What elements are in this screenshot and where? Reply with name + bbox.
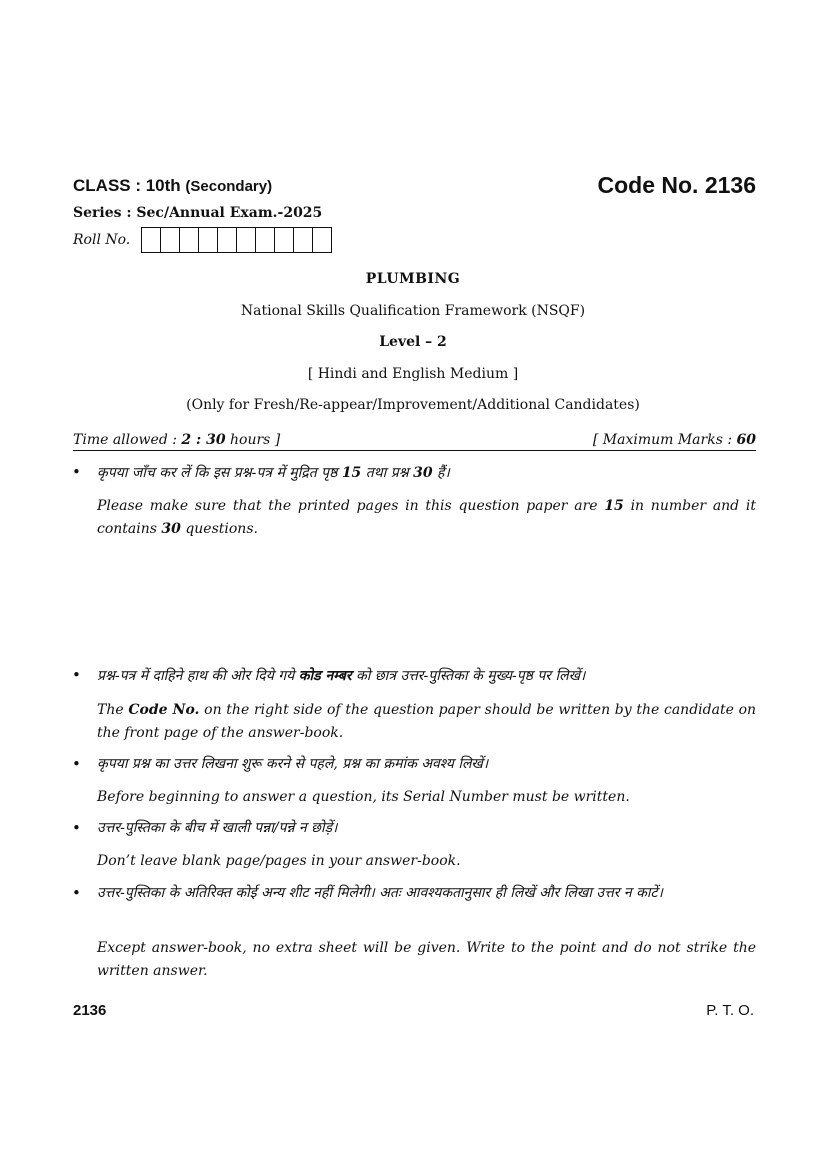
time-allowed: Time allowed : 2 : 30 hours ]	[73, 432, 281, 448]
roll-digit-box[interactable]	[313, 228, 331, 252]
roll-digit-box[interactable]	[161, 228, 180, 252]
footer-code: 2136	[73, 1002, 107, 1019]
level-title: Level – 2	[379, 334, 447, 350]
series-label: Series : Sec/Annual Exam.-2025	[73, 205, 323, 221]
instruction-5-english: Except answer-book, no extra sheet will be given. Write to the point and do not strike the written answer.	[97, 940, 756, 979]
roll-digit-box[interactable]	[142, 228, 161, 252]
roll-number-boxes[interactable]	[141, 227, 332, 253]
roll-digit-box[interactable]	[199, 228, 218, 252]
please-turn-over: P. T. O.	[706, 1002, 754, 1019]
class-label: CLASS : 10th (Secondary)	[73, 176, 273, 195]
instruction-2-english: The Code No. on the right side of the question paper should be written by the candidate on the front page of the answer-book.	[97, 702, 757, 741]
roll-digit-box[interactable]	[237, 228, 256, 252]
instruction-1-hindi: कृपया जाँच कर लें कि इस प्रश्न-पत्र में मुद्रित पृष्ठ 15 तथा प्रश्न 30 हैं।	[97, 465, 450, 481]
time-marks-row	[73, 432, 756, 451]
bullet-icon: •	[72, 666, 81, 684]
framework-title: National Skills Qualification Framework (NSQF)	[240, 303, 586, 319]
bullet-icon: •	[72, 755, 81, 773]
code-number: Code No. 2136	[597, 172, 756, 198]
bullet-icon: •	[72, 819, 81, 837]
roll-digit-box[interactable]	[180, 228, 199, 252]
instruction-3-hindi: कृपया प्रश्न का उत्तर लिखना शुरू करने से पहले, प्रश्न का क्रमांक अवश्य लिखें।	[97, 756, 489, 772]
bullet-icon: •	[72, 463, 81, 481]
class-secondary: (Secondary)	[185, 178, 273, 195]
instruction-3-english: Before beginning to answer a question, its Serial Number must be written.	[97, 789, 630, 805]
instruction-1-english: Please make sure that the printed pages in this question paper are 15 in number and it contains 30 questions.	[97, 498, 756, 537]
instruction-5-hindi: उत्तर-पुस्तिका के अतिरिक्त कोई अन्य शीट नहीं मिलेगी। अतः आवश्यकतानुसार ही लिखें और लिखा उत्तर न काटें।	[97, 885, 663, 901]
maximum-marks: [ Maximum Marks : 60	[592, 432, 756, 448]
roll-number-label: Roll No.	[73, 232, 131, 248]
instruction-2-hindi: प्रश्न-पत्र में दाहिने हाथ की ओर दिये गये कोड नम्बर को छात्र उत्तर-पुस्तिका के मुख्य-पृष्ठ पर लिखें।	[97, 668, 586, 684]
roll-digit-box[interactable]	[294, 228, 313, 252]
bullet-icon: •	[72, 884, 81, 902]
instruction-4-english: Don’t leave blank page/pages in your answer-book.	[97, 853, 461, 869]
roll-digit-box[interactable]	[275, 228, 294, 252]
candidates-note: (Only for Fresh/Re-appear/Improvement/Additional Candidates)	[186, 397, 640, 413]
roll-digit-box[interactable]	[218, 228, 237, 252]
roll-digit-box[interactable]	[256, 228, 275, 252]
subject-title: PLUMBING	[365, 271, 461, 287]
medium-title: [ Hindi and English Medium ]	[307, 366, 519, 382]
instruction-4-hindi: उत्तर-पुस्तिका के बीच में खाली पन्ना/पन्ने न छोड़ें।	[97, 820, 338, 836]
